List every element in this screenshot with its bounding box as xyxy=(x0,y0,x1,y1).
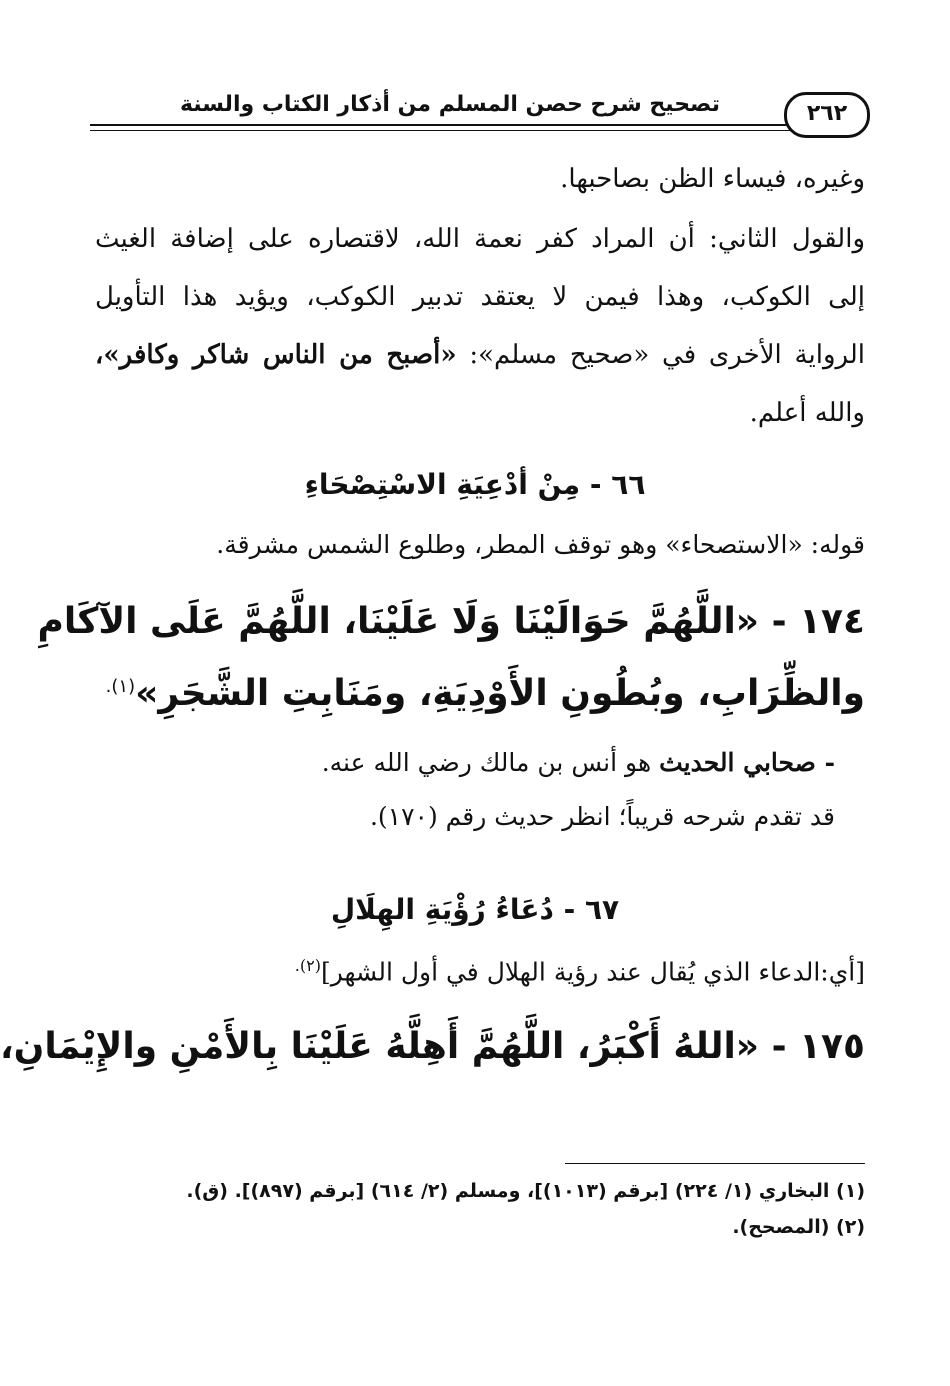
page-header xyxy=(90,88,870,150)
paragraph-line xyxy=(95,340,865,371)
page-number: ٢٦٢ xyxy=(784,92,870,138)
running-title: تصحيح شرح حصن المسلم من أذكار الكتاب والسنة xyxy=(179,92,720,117)
section-heading: ٦٧ - دُعَاءُ رُؤْيَةِ الهِلَالِ xyxy=(330,893,620,926)
footnote: (١) البخاري (١/ ٢٢٤) [برقم (١٠١٣)]، ومسلم (٢/ ٦١٤) [برقم (٨٩٧)]. (ق). xyxy=(186,1180,865,1202)
footnote-separator xyxy=(565,1163,865,1164)
companion-text: هو أنس بن مالك رضي الله عنه. xyxy=(321,748,660,777)
paragraph-line: والله أعلم. xyxy=(749,398,865,428)
section-intro xyxy=(295,956,865,987)
header-rule-thin xyxy=(90,130,830,131)
header-rule xyxy=(90,124,830,126)
section-intro: قوله: «الاستصحاء» وهو توقف المطر، وطلوع الشمس مشرقة. xyxy=(216,530,865,559)
paragraph-text: الرواية الأخرى في «صحيح مسلم»: xyxy=(456,340,865,370)
paragraph-line: إلى الكوكب، وهذا فيمن لا يعتقد تدبير الكوكب، ويؤيد هذا التأويل xyxy=(95,282,865,312)
section-heading: ٦٦ - مِنْ أدْعِيَةِ الاسْتِصْحَاءِ xyxy=(304,468,646,501)
hadith-text xyxy=(106,672,865,715)
footnote-ref: (٢). xyxy=(294,956,321,975)
paragraph-line: وغيره، فيساء الظن بصاحبها. xyxy=(560,164,865,194)
cross-reference: قد تقدم شرحه قريباً؛ انظر حديث رقم (١٧٠). xyxy=(369,802,835,831)
companion-label: - صحابي الحديث xyxy=(659,748,835,777)
section-intro-text: [أي:الدعاء الذي يُقال عند رؤية الهلال في أول الشهر] xyxy=(320,957,865,987)
paragraph-line: والقول الثاني: أن المراد كفر نعمة الله، لاقتصاره على إضافة الغيث xyxy=(95,224,865,254)
footnote: (٢) (المصحح). xyxy=(732,1216,865,1238)
footnote-ref: (١). xyxy=(105,676,136,697)
hadith-text-line: والظِّرَابِ، وبُطُونِ الأَوْدِيَةِ، ومَنَابِتِ الشَّجَرِ» xyxy=(135,673,865,714)
hadith-text: ١٧٤ - «اللَّهُمَّ حَوَالَيْنَا وَلَا عَلَيْنَا، اللَّهُمَّ عَلَى الآكَامِ xyxy=(37,601,865,642)
companion-line xyxy=(322,748,835,778)
hadith-text: ١٧٥ - «اللهُ أَكْبَرُ، اللَّهُمَّ أَهِلَّهُ عَلَيْنَا بِالأَمْنِ والإِيْمَانِ، xyxy=(0,1026,865,1067)
quoted-hadith: «أصبح من الناس شاكر وكافر»، xyxy=(95,340,457,370)
